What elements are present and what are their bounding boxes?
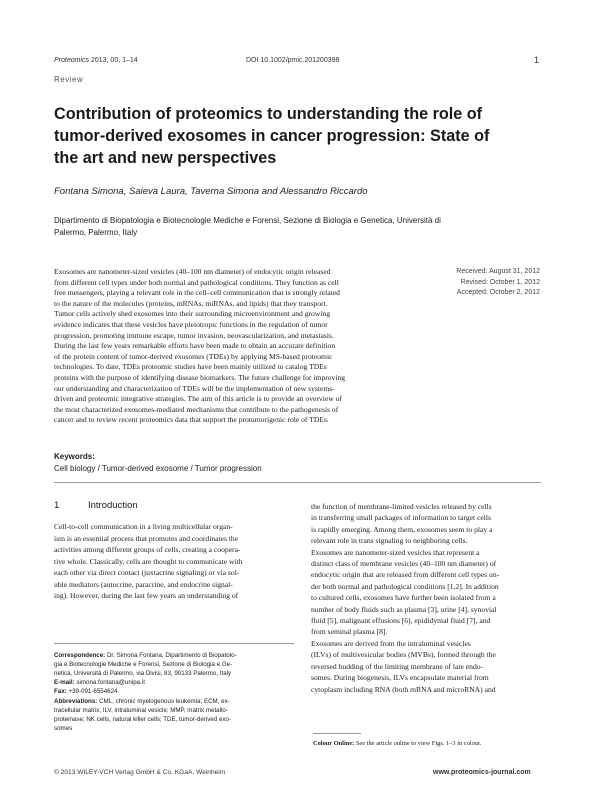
colour-note-divider [313,733,361,734]
body-line: cytoplasm including RNA (both mRNA and microRNA) and [311,684,496,694]
abstract-line: proteins with the purpose of identifying disease biomarkers. The future challenge for improving [54,372,346,382]
colour-online-label: Colour Online: [313,740,355,747]
revised-date: Revised: October 1, 2012 [460,278,540,286]
abstract-line: driven and proteomic integrative strategies. The aim of this article is to provide an overview of [54,394,342,404]
body-line: Exosomes are derived from the intraluminal vesicles [311,638,471,648]
affiliation-line: Palermo, Palermo, Italy [54,228,138,237]
correspondence-line: gia e Biotecnologie Mediche e Forensi, Sezione di Biologia e Ge- [54,661,233,668]
body-line: ing). However, during the last few years an understanding of [54,591,239,600]
section-number: 1 [54,500,60,511]
abbreviations-note [54,697,294,733]
abstract-line: Exosomes are nanometer-sized vesicles (40–100 nm diameter) of endocytic origin released [54,267,331,276]
fax-number: +39-091-6554624 [68,688,118,695]
abstract-line: of the protein content of tumor-derived exosomes (TDEs) by applying MS-based proteomic [54,351,333,361]
copyright: © 2013 WILEY-VCH Verlag GmbH & Co. KGaA, Weinheim [54,769,226,776]
body-line: uble mediators (autocrine, paracrine, and endocrine signal- [54,579,233,589]
abstract-line: technologies. To date, TDEs proteomic studies have been mainly utilized to catalog TDEs [54,362,327,372]
article-dates [430,267,540,299]
journal-website-link[interactable]: www.proteomics-journal.com [433,769,531,776]
body-line: der both normal and pathological conditions [1,2]. In addition [311,581,499,591]
article-type: Review [54,75,84,84]
section-title: Introduction [88,500,138,511]
section-divider [54,482,541,483]
colour-online-note [313,740,481,747]
abstract-line: free messengers, playing a relevant role in the cell–cell communication that is strongly related [54,288,340,298]
body-line: activities among different groups of cells, creating a coopera- [54,545,241,554]
running-header-journal [54,57,138,64]
affiliation-line: Dipartimento di Biopatologia e Biotecnologie Mediche e Forensi, Sezione di Biologia e Genetica, Università di [54,216,441,225]
body-line: the function of membrane-limited vesicles released by cells [311,502,492,511]
abstract [54,267,414,426]
abbreviations-line: tracellular matrix; ILV, intraluminal vesicle; MMP, matrix metallo- [54,707,228,714]
colour-online-text: See the article online to view Figs. 1–3 in colour. [355,740,482,747]
journal-volume: 2013, 00, 1–14 [90,57,138,64]
title-line: the art and new perspectives [54,149,277,167]
title-line: tumor-derived exosomes in cancer progression: State of [54,127,490,145]
email-line [54,678,294,687]
abstract-line: the most characterized exosomes-mediated mechanisms that contribute to the pathogenesis of [54,404,339,414]
email-address[interactable]: simona.fontana@unipa.it [76,679,145,686]
body-line: relevant role in trans signaling to neighboring cells. [311,536,468,546]
abbreviations-label: Abbreviations: [54,698,98,705]
article-title [54,103,554,169]
correspondence-note [54,651,294,696]
keywords-label: Keywords: [54,452,95,461]
correspondence-line [54,651,294,660]
abbreviations-line: proteinase; NK cells, natural killer cells; TDE, tumor-derived exo- [54,716,231,723]
body-line: reversed budding of the limiting membrane of late endo- [311,661,484,671]
abbreviations-text: CML, chronic myelogenous leukemia; ECM, ex- [99,698,230,705]
affiliation [54,215,554,239]
body-line: distinct class of membrane vesicles (40–100 nm diameter) of [311,559,497,569]
body-line: somes. During biogenesis, ILVs encapsulate material from [311,673,489,683]
abbreviations-line: somes [54,725,73,732]
keywords-text: Cell biology / Tumor-derived exosome / Tumor progression [54,464,262,473]
body-line: in transferring small packages of information to target cells [311,513,491,523]
body-line: is rapidly emerging. Among them, exosomes seem to play a [311,524,493,534]
body-line: Cell-to-cell communication in a living multicellular organ- [54,522,233,531]
body-line: fluid [5], malignant effusions [6], epididymal fluid [7], and [311,616,491,626]
doi: DOI 10.1002/pmic.201200398 [246,57,340,64]
abstract-line: progression, promoting immune escape, tumor invasion, neovascularization, and metastasis. [54,330,334,340]
abstract-line: Tumor cells actively shed exosomes into their surrounding microenvironment and growing [54,309,330,319]
body-line: to cultured cells, exosomes have further been isolated from a [311,593,496,603]
body-line: endocytic origin that are released from different cell types un- [311,570,500,580]
body-line: number of body fluids such as plasma [3], urine [4], synovial [311,604,497,614]
intro-right-column [311,501,551,695]
correspondence-text: Dr. Simona Fontana, Dipartimento di Biopatolo- [106,652,237,659]
fax-line [54,687,294,696]
body-line: from seminal plasma [8]. [311,627,388,637]
body-line: each other via direct contact (juxtacrine signaling) or via sol- [54,568,240,577]
body-line: ism is an essential process that promotes and coordinates the [54,533,239,543]
journal-name: Proteomics [54,57,90,64]
abstract-line: from different cell types under both normal and pathological conditions. They function as cell [54,277,339,287]
intro-left-column [54,521,294,602]
footnote-divider [54,643,294,644]
fax-label: Fax: [54,688,67,695]
correspondence-label: Correspondence: [54,652,106,659]
received-date: Received: August 31, 2012 [456,268,540,275]
abstract-line: our understanding and characterization of TDEs will be the implementation of new systems- [54,383,335,393]
page-number: 1 [534,55,540,65]
abstract-line: cancer and to review recent proteomics data that support the protumorigenic role of TDEs. [54,415,329,425]
abbreviations-line [54,697,294,706]
body-line: tive whole. Classically, cells are thought to communicate with [54,556,243,566]
email-label: E-mail: [54,679,75,686]
abstract-line: During the last few years remarkable efforts have been made to obtain an accurate definition [54,341,336,351]
body-line: Exosomes are nanometer-sized vesicles that represent a [311,547,480,557]
abstract-line: evidence indicates that these vesicles have pleiotropic functions in the regulation of tumor [54,319,328,329]
abstract-line: to the nature of the molecules (proteins, mRNAs, miRNAs, and lipids) that they transport. [54,298,328,308]
title-line: Contribution of proteomics to understanding the role of [54,105,483,123]
authors: Fontana Simona, Saieva Laura, Taverna Simona and Alessandro Riccardo [54,186,368,197]
accepted-date: Accepted: October 2, 2012 [456,289,540,296]
body-line: (ILVs) of multivesicular bodies (MVBs), formed through the [311,650,496,660]
correspondence-line: netica, Università di Palermo, via Divisi, 83, 90133 Palermo, Italy [54,670,232,677]
